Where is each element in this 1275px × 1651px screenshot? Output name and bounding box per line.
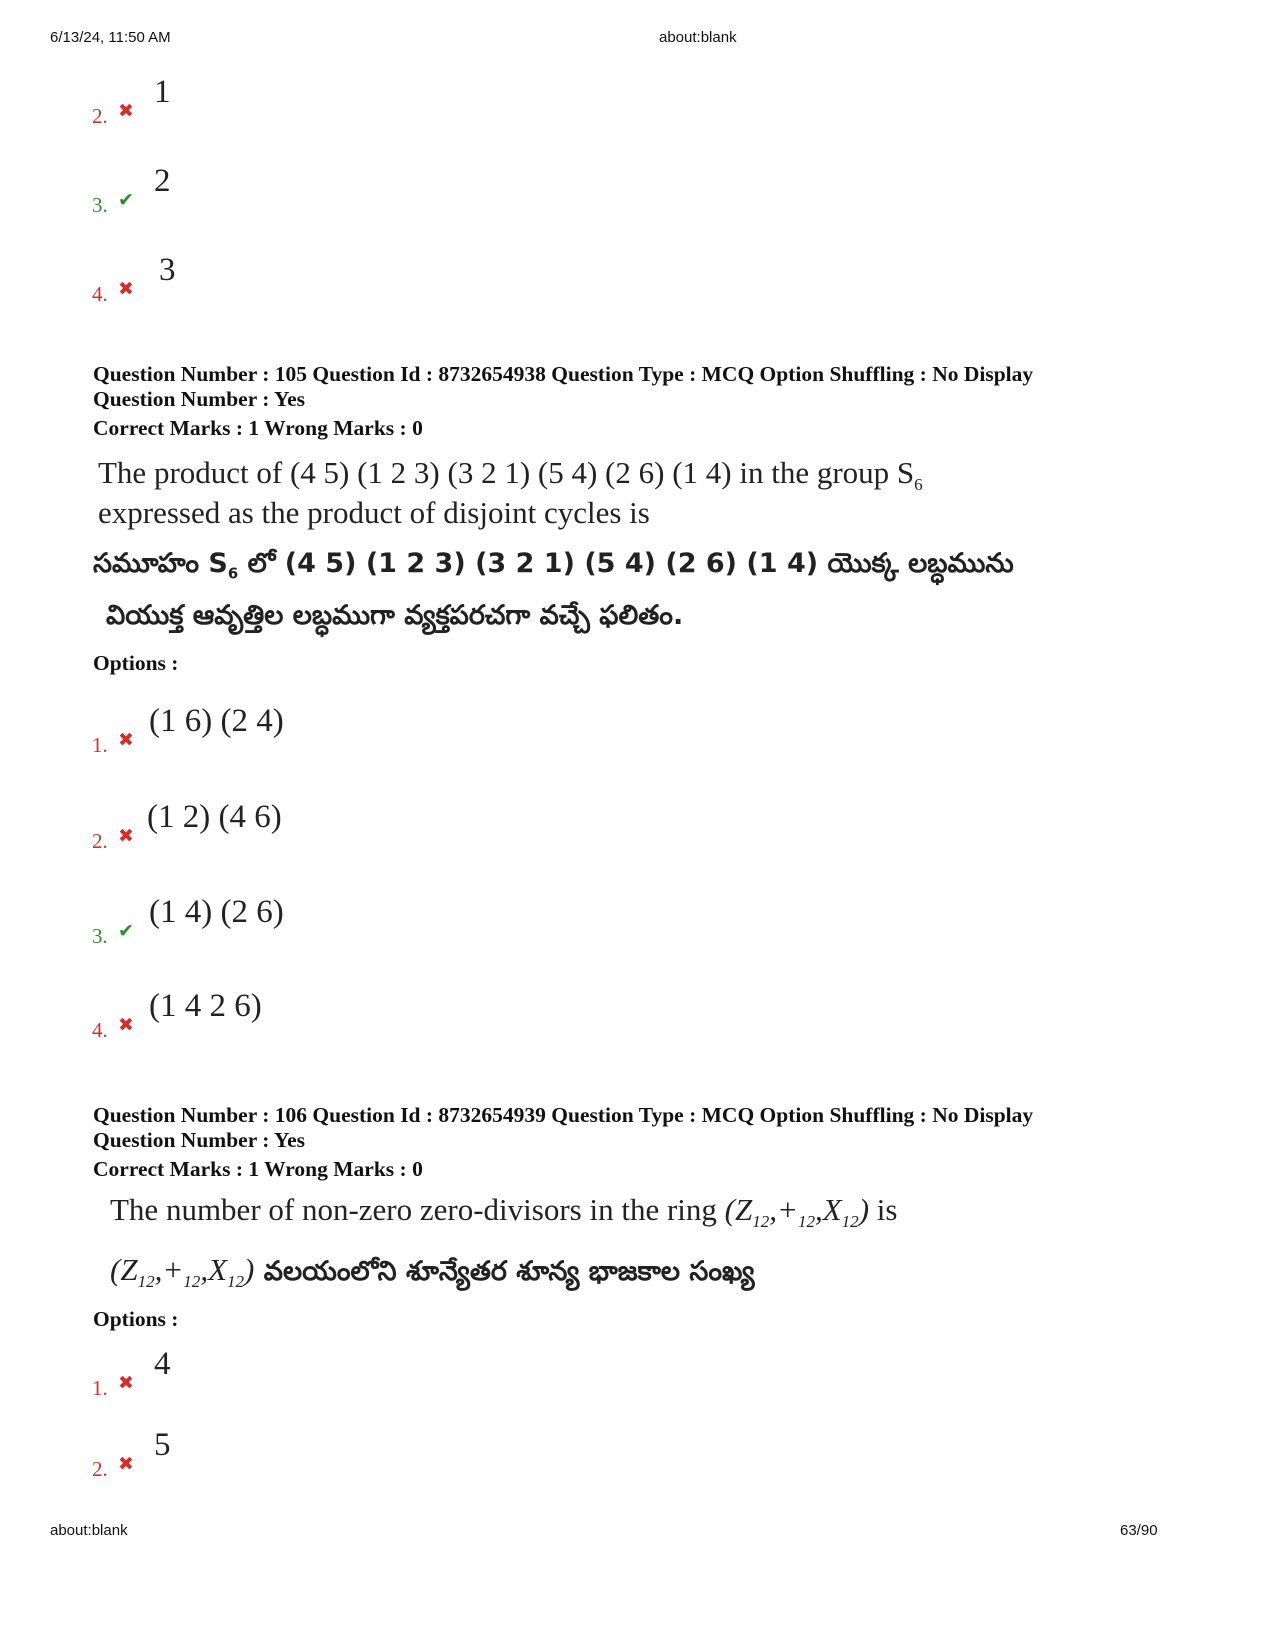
question-text-part: The number of non-zero zero-divisors in the ring xyxy=(110,1192,717,1227)
question-text-part: లో (4 5) (1 2 3) (3 2 1) (5 4) (2 6) (1 4) యొక్క లబ్ధమును xyxy=(238,548,1014,579)
option-number: 4. xyxy=(92,1018,108,1042)
option-row xyxy=(92,1346,692,1400)
option-number: 4. xyxy=(92,282,108,306)
option-number: 1. xyxy=(92,733,108,757)
question-text-telugu xyxy=(93,548,1014,586)
ring-part: ,X xyxy=(200,1252,227,1287)
subscript: 12 xyxy=(227,1272,245,1292)
question-meta xyxy=(93,362,1033,412)
question-text-english-line2: expressed as the product of disjoint cycles is xyxy=(98,495,650,530)
ring-part: ,X xyxy=(814,1192,842,1227)
option-value: (1 4) (2 6) xyxy=(149,894,284,930)
subscript: 6 xyxy=(914,475,923,495)
option-number: 2. xyxy=(92,1457,108,1481)
subscript: 12 xyxy=(752,1212,770,1232)
ring-part: ) xyxy=(244,1252,255,1287)
option-row xyxy=(92,988,692,1042)
option-number: 2. xyxy=(92,104,108,128)
ring-notation xyxy=(724,1192,870,1232)
check-icon: ✔ xyxy=(118,189,134,211)
option-value: 5 xyxy=(154,1427,171,1463)
print-datetime: 6/13/24, 11:50 AM xyxy=(50,29,171,46)
question-marks: Correct Marks : 1 Wrong Marks : 0 xyxy=(93,1157,423,1181)
question-meta-line: Question Number : 105 Question Id : 8732654938 Question Type : MCQ Option Shuffling : No Display xyxy=(93,362,1034,386)
option-row xyxy=(92,74,692,128)
ring-part: ) xyxy=(858,1192,870,1227)
question-meta xyxy=(93,1103,1033,1153)
option-number: 1. xyxy=(92,1376,108,1400)
option-value: 1 xyxy=(154,74,171,110)
option-row xyxy=(92,163,692,217)
question-text-part: సమూహం S xyxy=(93,548,228,579)
cross-icon: ✖ xyxy=(118,729,134,751)
question-text-telugu xyxy=(110,1252,755,1294)
option-row xyxy=(92,1427,692,1481)
ring-notation xyxy=(110,1252,255,1292)
question-marks: Correct Marks : 1 Wrong Marks : 0 xyxy=(93,416,423,440)
subscript: 12 xyxy=(183,1272,201,1292)
option-number: 3. xyxy=(92,193,108,217)
cross-icon: ✖ xyxy=(118,1453,134,1475)
option-row xyxy=(92,799,692,853)
options-label: Options : xyxy=(93,1307,179,1331)
subscript: 12 xyxy=(137,1272,155,1292)
ring-part: (Z xyxy=(724,1192,753,1227)
question-meta-line: Question Number : 106 Question Id : 8732654939 Question Type : MCQ Option Shuffling : No Display xyxy=(93,1103,1034,1127)
option-value: (1 6) (2 4) xyxy=(149,703,284,739)
option-value: 3 xyxy=(159,252,176,288)
options-label: Options : xyxy=(93,651,179,675)
option-number: 2. xyxy=(92,829,108,853)
cross-icon: ✖ xyxy=(118,1014,134,1036)
option-value: 4 xyxy=(154,1346,171,1382)
question-text-part: వలయంలోని శూన్యేతర శూన్య భాజకాల సంఖ్య xyxy=(254,1256,755,1287)
subscript: 12 xyxy=(841,1212,859,1232)
cross-icon: ✖ xyxy=(118,1372,134,1394)
question-meta-line: Question Number : Yes xyxy=(93,1128,306,1152)
subscript: 12 xyxy=(797,1212,815,1232)
option-row xyxy=(92,703,692,757)
option-row xyxy=(92,252,692,306)
ring-part: ,+ xyxy=(769,1192,798,1227)
cross-icon: ✖ xyxy=(118,825,134,847)
print-page-number: 63/90 xyxy=(1120,1522,1158,1539)
question-text-part: The product of (4 5) (1 2 3) (3 2 1) (5 4) (2 6) (1 4) in the group S xyxy=(98,455,915,490)
ring-part: (Z xyxy=(110,1252,138,1287)
question-meta-line: Question Number : Yes xyxy=(93,387,306,411)
question-text-telugu-line2: వియుక్త ఆవృత్తిల లబ్ధముగా వ్యక్తపరచగా వచ్చే ఫలితం. xyxy=(106,600,684,631)
print-footer-url: about:blank xyxy=(50,1522,128,1539)
ring-part: ,+ xyxy=(154,1252,184,1287)
subscript: 6 xyxy=(227,564,239,583)
option-value: 2 xyxy=(154,163,171,199)
question-text-part: is xyxy=(869,1192,898,1227)
print-url: about:blank xyxy=(659,29,737,46)
question-text-english xyxy=(98,455,923,495)
cross-icon: ✖ xyxy=(118,278,134,300)
cross-icon: ✖ xyxy=(118,100,134,122)
option-row xyxy=(92,894,692,948)
option-number: 3. xyxy=(92,924,108,948)
option-value: (1 2) (4 6) xyxy=(147,799,282,835)
option-value: (1 4 2 6) xyxy=(149,988,262,1024)
check-icon: ✔ xyxy=(118,920,134,942)
question-text-english xyxy=(110,1192,897,1232)
